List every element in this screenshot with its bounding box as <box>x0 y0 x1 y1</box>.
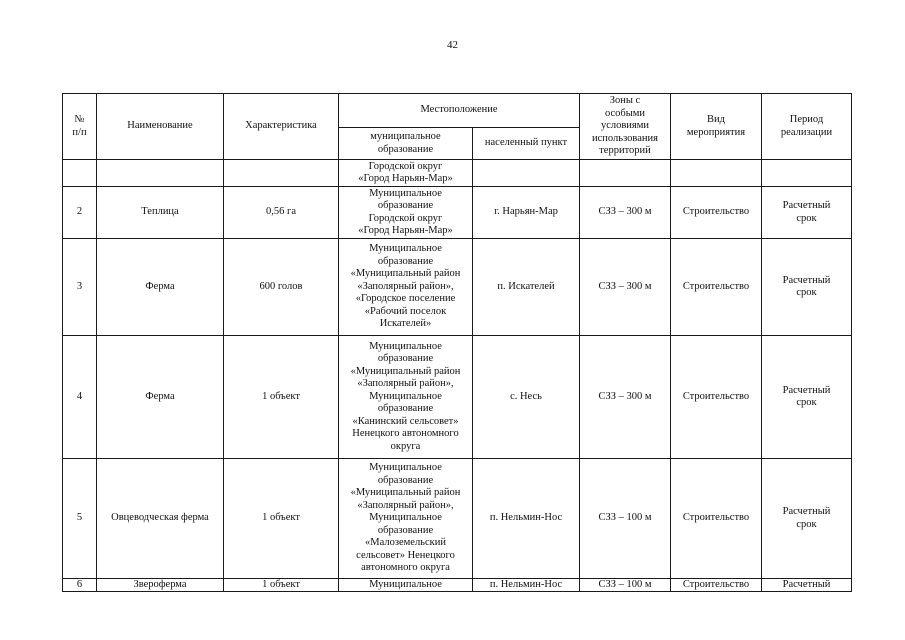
header-municipal: муниципальное образование <box>339 128 473 160</box>
cell-municipal: Муниципальное образование «Муниципальный район «Заполярный район», Муниципальное образование «Малоземельский сельсовет» Ненецкого автономного округа <box>339 459 473 579</box>
page-number: 42 <box>447 39 458 51</box>
cell-settlement: с. Несь <box>473 336 580 459</box>
cell-settlement: п. Нельмин-Нос <box>473 459 580 579</box>
table-row <box>63 579 852 592</box>
header-num: № п/п <box>63 94 97 160</box>
table-row-continuation <box>63 160 852 187</box>
cell-settlement: п. Нельмин-Нос <box>473 579 580 592</box>
cell-municipal: Муниципальное <box>339 579 473 592</box>
cell-characteristic: 1 объект <box>224 459 339 579</box>
cell-period: Расчетный <box>762 579 852 592</box>
cell-activity: Строительство <box>671 239 762 336</box>
facilities-table <box>62 93 852 592</box>
header-row-top <box>63 94 852 128</box>
cell-num: 3 <box>63 239 97 336</box>
header-activity: Вид мероприятия <box>671 94 762 160</box>
cell-activity: Строительство <box>671 187 762 239</box>
table-row <box>63 187 852 239</box>
cell-empty <box>762 160 852 187</box>
cell-period: Расчетный срок <box>762 459 852 579</box>
cell-characteristic: 0,56 га <box>224 187 339 239</box>
cell-period: Расчетный срок <box>762 187 852 239</box>
header-name: Наименование <box>97 94 224 160</box>
cell-name: Ферма <box>97 239 224 336</box>
header-settlement: населенный пункт <box>473 128 580 160</box>
cell-empty <box>63 160 97 187</box>
cell-municipal: Городской округ «Город Нарьян-Мар» <box>339 160 473 187</box>
header-location: Местоположение <box>339 94 580 128</box>
table-row <box>63 239 852 336</box>
header-characteristic: Характеристика <box>224 94 339 160</box>
cell-characteristic: 600 голов <box>224 239 339 336</box>
cell-zone: СЗЗ – 100 м <box>580 459 671 579</box>
cell-municipal: Муниципальное образование «Муниципальный район «Заполярный район», Муниципальное образование «Канинский сельсовет» Ненецкого автономного округа <box>339 336 473 459</box>
cell-period: Расчетный срок <box>762 336 852 459</box>
cell-empty <box>671 160 762 187</box>
header-zones: Зоны с особыми условиями использования территорий <box>580 94 671 160</box>
cell-empty <box>224 160 339 187</box>
header-period: Период реализации <box>762 94 852 160</box>
cell-municipal: Муниципальное образование Городской округ «Город Нарьян-Мар» <box>339 187 473 239</box>
cell-activity: Строительство <box>671 459 762 579</box>
cell-activity: Строительство <box>671 336 762 459</box>
cell-municipal: Муниципальное образование «Муниципальный район «Заполярный район», «Городское поселение «Рабочий поселок Искателей» <box>339 239 473 336</box>
cell-num: 4 <box>63 336 97 459</box>
cell-zone: СЗЗ – 300 м <box>580 187 671 239</box>
cell-settlement: г. Нарьян-Мар <box>473 187 580 239</box>
cell-empty <box>97 160 224 187</box>
cell-settlement: п. Искателей <box>473 239 580 336</box>
cell-zone: СЗЗ – 100 м <box>580 579 671 592</box>
table-row <box>63 459 852 579</box>
cell-num: 2 <box>63 187 97 239</box>
cell-num: 6 <box>63 579 97 592</box>
cell-zone: СЗЗ – 300 м <box>580 336 671 459</box>
cell-num: 5 <box>63 459 97 579</box>
cell-zone: СЗЗ – 300 м <box>580 239 671 336</box>
cell-name: Звероферма <box>97 579 224 592</box>
cell-name: Овцеводческая ферма <box>97 459 224 579</box>
cell-period: Расчетный срок <box>762 239 852 336</box>
cell-characteristic: 1 объект <box>224 579 339 592</box>
table-row <box>63 336 852 459</box>
cell-activity: Строительство <box>671 579 762 592</box>
cell-name: Теплица <box>97 187 224 239</box>
cell-empty <box>473 160 580 187</box>
cell-characteristic: 1 объект <box>224 336 339 459</box>
cell-name: Ферма <box>97 336 224 459</box>
cell-empty <box>580 160 671 187</box>
